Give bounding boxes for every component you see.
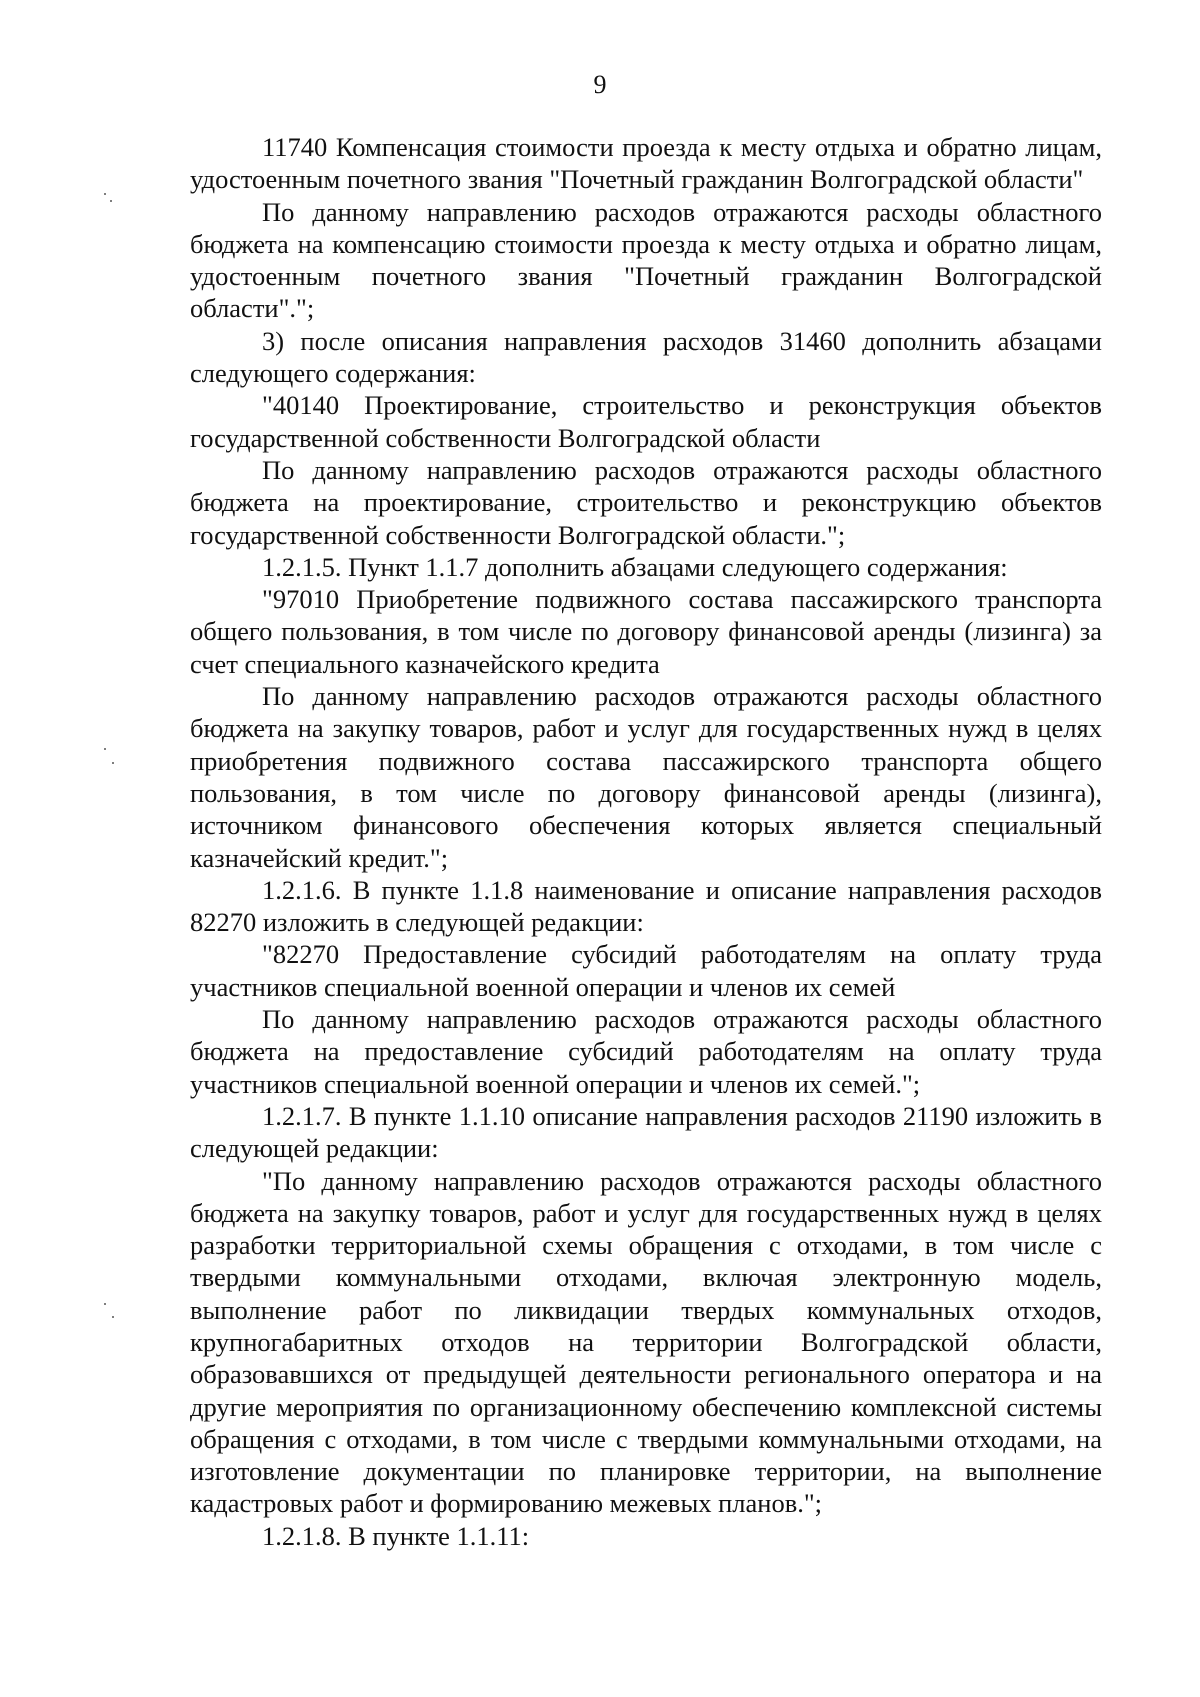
page-number: 9 <box>593 70 607 99</box>
paragraph-1-2-1-5: 1.2.1.5. Пункт 1.1.7 дополнить абзацами следующего содержания: <box>262 551 1008 582</box>
scan-speck <box>104 748 106 750</box>
scan-speck <box>104 1303 106 1305</box>
document-body <box>190 131 1102 1552</box>
paragraph-1-2-1-6: 1.2.1.6. В пункте 1.1.8 наименование и описание направления расходов 82270 изложить в следующей редакции: <box>190 874 1102 938</box>
scan-speck <box>112 762 114 764</box>
paragraph-1-2-1-8: 1.2.1.8. В пункте 1.1.11: <box>262 1520 530 1551</box>
paragraph-97010-title: "97010 Приобретение подвижного состава пассажирского транспорта общего пользования, в том числе по договору финансовой аренды (лизинга) за счет специального казначейского кредита <box>190 584 1102 679</box>
paragraph-1-2-1-7: 1.2.1.7. В пункте 1.1.10 описание направления расходов 21190 изложить в следующей редакции: <box>190 1100 1102 1164</box>
scan-speck <box>110 200 112 202</box>
paragraph-21190-description: "По данному направлению расходов отражаются расходы областного бюджета на закупку товаров, работ и услуг для государственных нужд в целях разработки территориальной схемы обращения с отходами, в том числе с твердыми коммунальными отходами, включая электронную модель, выполнение работ по ликвидации твердых коммунальных отходов, крупногабаритных отходов на территории Волгоградской области, образовавшихся от предыдущей деятельности регионального оператора и на другие мероприятия по организационному обеспечению комплексной системы обращения с отходами, в том числе с твердыми коммунальными отходами, на изготовление документации по планировке территории, на выполнение кадастровых работ и формированию межевых планов."; <box>190 1165 1102 1519</box>
paragraph-11740-title: 11740 Компенсация стоимости проезда к месту отдыха и обратно лицам, удостоенным почетного звания "Почетный гражданин Волгоградской области" <box>190 132 1102 195</box>
paragraph-82270-title: "82270 Предоставление субсидий работодателям на оплату труда участников специальной военной операции и членов их семей <box>190 939 1102 1002</box>
paragraph-item-3: 3) после описания направления расходов 31460 дополнить абзацами следующего содержания: <box>190 325 1102 389</box>
paragraph-40140-title: "40140 Проектирование, строительство и реконструкция объектов государственной собственности Волгоградской области <box>190 390 1102 453</box>
paragraph-11740-description: По данному направлению расходов отражаются расходы областного бюджета на компенсацию стоимости проезда к месту отдыха и обратно лицам, удостоенным почетного звания "Почетный гражданин Волгоградской области"."; <box>190 196 1102 324</box>
scan-speck <box>104 193 106 195</box>
paragraph-97010-description: По данному направлению расходов отражаются расходы областного бюджета на закупку товаров, работ и услуг для государственных нужд в целях приобретения подвижного состава пассажирского транспорта общего пользования, в том числе по договору финансовой аренды (лизинга), источником финансового обеспечения которых является специальный казначейский кредит."; <box>190 681 1102 873</box>
scan-speck <box>112 1316 114 1318</box>
paragraph-82270-description: По данному направлению расходов отражаются расходы областного бюджета на предоставление субсидий работодателям на оплату труда участников специальной военной операции и членов их семей."; <box>190 1004 1102 1099</box>
paragraph-40140-description: По данному направлению расходов отражаются расходы областного бюджета на проектирование, строительство и реконструкцию объектов государственной собственности Волгоградской области."; <box>190 454 1102 550</box>
